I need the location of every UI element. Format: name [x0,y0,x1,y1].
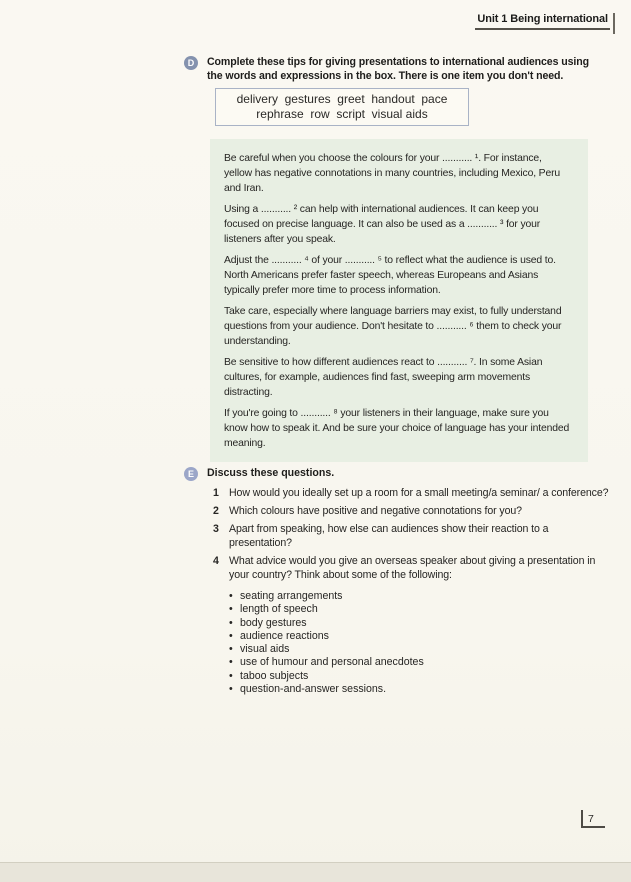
exercise-e-badge: E [184,467,198,481]
tips-box [210,139,588,462]
header-rule-mark [613,13,615,34]
tip-paragraph: Be sensitive to how different audiences react to ........... ⁷. In some Asian cultures, for example, audiences find fast, sweeping arm movements distracting. [224,357,543,398]
exercise-e-instruction: Discuss these questions. [207,467,335,479]
question-number: 3 [213,522,219,535]
page-header [475,13,615,34]
question-number: 2 [213,504,219,517]
unit-title: Unit 1 Being international [475,13,610,30]
exercise-d-badge: D [184,56,198,70]
question-text: What advice would you give an overseas speaker about giving a presentation in your country? Think about some of the following: [229,554,596,581]
question-item [213,554,613,583]
question-text: Which colours have positive and negative connotations for you? [229,504,522,517]
bullet-item: • audience reactions [229,630,424,643]
bullet-item: • length of speech [229,603,424,616]
bullet-item: • seating arrangements [229,590,424,603]
exercise-d-instruction: Complete these tips for giving presentations to international audiences using the words and expressions in the box. There is one item you don't need. [207,56,589,82]
page-number: 7 [581,810,605,828]
scan-edge-strip [0,862,631,882]
question-item [213,504,613,518]
bullet-item: • taboo subjects [229,670,424,683]
question-item [213,486,613,500]
bullet-item: • question-and-answer sessions. [229,683,424,696]
question-list [213,486,613,586]
tip-paragraph: Using a ........... ² can help with international audiences. It can keep you focused on precise language. It can also be used as a ........... ³ for your listeners after you speak. [224,204,541,245]
bullet-item: • visual aids [229,643,424,656]
tip-paragraph: Be careful when you choose the colours for your ........... ¹. For instance, yellow has negative connotations in many countries, including Mexico, Peru and Iran. [224,153,561,194]
tip-paragraph: Take care, especially where language barriers may exist, to fully understand questions from your audience. Don't hesitate to ........... ⁶ them to check your understanding. [224,306,562,347]
question-text: How would you ideally set up a room for a small meeting/a seminar/ a conference? [229,487,609,499]
word-box-line: rephrase row script visual aids [256,106,428,121]
question-number: 4 [213,554,219,567]
discussion-bullet-list [229,590,424,696]
question-number: 1 [213,487,219,499]
bullet-item: • body gestures [229,617,424,630]
word-box-line: delivery gestures greet handout pace [236,92,448,106]
tip-paragraph: Adjust the ........... ⁴ of your ........... ⁵ to reflect what the audience is used to. North Americans prefer faster speech, whereas Europeans and Asians typically prefer more time to process information. [224,255,556,296]
bullet-item: • use of humour and personal anecdotes [229,656,424,669]
question-item [213,522,613,551]
word-box [215,88,469,126]
question-text: Apart from speaking, how else can audiences show their reaction to a presentation? [229,522,549,549]
tip-paragraph: If you're going to ........... ⁸ your listeners in their language, make sure you know how to speak it. And be sure your choice of language has your intended meaning. [224,408,570,449]
